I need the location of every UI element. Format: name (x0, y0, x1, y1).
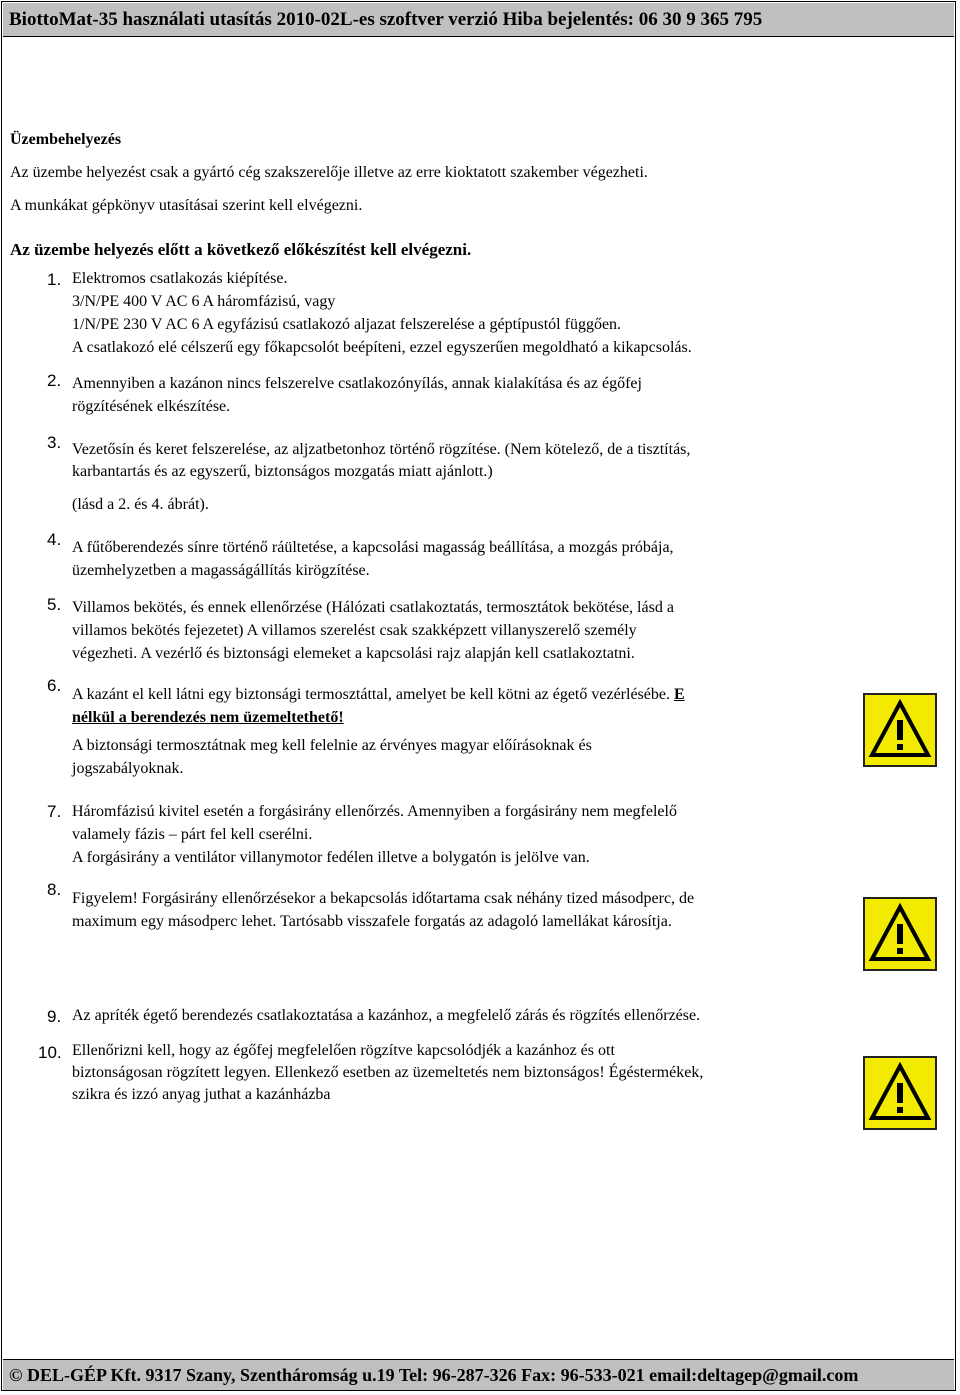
item-number: 1. (47, 270, 62, 289)
item-5-line-1: Villamos bekötés, és ennek ellenőrzése (Hálózati csatlakoztatás, termosztátok bekötése, lásd a (72, 599, 674, 616)
item-10-line-2: biztonságosan rögzített legyen. Ellenkező esetben az üzemeltetés nem biztonságos! Égéstermékek, (72, 1064, 704, 1081)
item-6-line-1-text: A kazánt el kell látni egy biztonsági termosztáttal, amelyet be kell kötni az égető vezérlésébe. (72, 686, 670, 703)
item-6-line-2: nélkül a berendezés nem üzemeltethető! (72, 709, 344, 726)
item-number: 8. (47, 880, 62, 899)
item-2-line-2: rögzítésének elkészítése. (72, 398, 231, 415)
item-10-line-1: Ellenőrizni kell, hogy az égőfej megfelelően rögzítve kapcsolódjék a kazánhoz és ott (72, 1042, 615, 1059)
item-number: 7. (47, 802, 62, 821)
item-3-line-3: (lásd a 2. és 4. ábrát). (72, 496, 209, 513)
item-1-line-3: 1/N/PE 230 V AC 6 A egyfázisú csatlakozó aljazat felszerelése a géptípustól függően. (72, 316, 622, 333)
item-number: 10. (38, 1043, 62, 1062)
prep-heading: Az üzembe helyezés előtt a következő előkészítést kell elvégezni. (10, 240, 472, 259)
warning-icon (863, 693, 937, 767)
item-9-line-1: Az apríték égető berendezés csatlakoztatása a kazánhoz, a megfelelő zárás és rögzítés ellenőrzése. (72, 1007, 701, 1024)
item-1-line-1: Elektromos csatlakozás kiépítése. (72, 270, 288, 287)
page-footer: © DEL-GÉP Kft. 9317 Szany, Szentháromság u.19 Tel: 96-287-326 Fax: 96-533-021 email:deltagep@gmail.com (3, 1359, 954, 1390)
item-number: 3. (47, 433, 62, 452)
item-7-line-1: Háromfázisú kivitel esetén a forgásirány ellenőrzés. Amennyiben a forgásirány nem megfelelő (72, 803, 677, 820)
item-number: 6. (47, 676, 62, 695)
item-7-line-3: A forgásirány a ventilátor villanymotor fedélen illetve a bolygatón is jelölve van. (72, 849, 590, 866)
item-6-line-4: jogszabályoknak. (72, 760, 184, 777)
intro-line-1: Az üzembe helyezést csak a gyártó cég szakszerelője illetve az erre kioktatott szakember végezheti. (10, 164, 648, 181)
item-number: 9. (47, 1007, 62, 1026)
item-5-line-3: végezheti. A vezérlő és biztonsági elemeket a kapcsolási rajz alapján kell csatlakoztatni. (72, 645, 635, 662)
item-6-line-1 (72, 685, 685, 705)
item-4-line-1: A fűtőberendezés sínre történő ráültetése, a kapcsolási magasság beállítása, a mozgás próbája, (72, 539, 674, 556)
item-8-line-2: maximum egy másodperc lehet. Tartósabb visszafele forgatás az adagoló lamellákat károsítja. (72, 913, 672, 930)
warning-icon (863, 897, 937, 971)
section-title: Üzembehelyezés (10, 131, 122, 148)
page-header: BiottoMat-35 használati utasítás 2010-02L-es szoftver verzió Hiba bejelentés: 06 30 9 365 795 (3, 3, 954, 37)
item-1-line-2: 3/N/PE 400 V AC 6 A háromfázisú, vagy (72, 293, 336, 310)
item-10-line-3: szikra és izzó anyag juthat a kazánházba (72, 1086, 331, 1103)
item-number: 4. (47, 530, 62, 549)
intro-line-2: A munkákat gépkönyv utasításai szerint kell elvégezni. (10, 197, 363, 214)
item-7-line-2: valamely fázis – párt fel kell cserélni. (72, 826, 313, 843)
item-5-line-2: villamos bekötés fejezetet) A villamos szerelést csak szakképzett villanyszerelő személy (72, 622, 637, 639)
warning-icon (863, 1056, 937, 1130)
item-3-line-2: karbantartás és az egyszerű, biztonságos mozgatás miatt ajánlott.) (72, 463, 493, 480)
item-2-line-1: Amennyiben a kazánon nincs felszerelve csatlakozónyílás, annak kialakítása és az égőfej (72, 375, 642, 392)
item-number: 5. (47, 595, 62, 614)
item-8-line-1: Figyelem! Forgásirány ellenőrzésekor a bekapcsolás időtartama csak néhány tized másodperc, de (72, 890, 695, 907)
item-number: 2. (47, 371, 62, 390)
item-3-line-1: Vezetősín és keret felszerelése, az aljzatbetonhoz történő rögzítése. (Nem kötelező, de a tisztítás, (72, 441, 691, 458)
item-1-line-4: A csatlakozó elé célszerű egy főkapcsolót beépíteni, ezzel egyszerűen megoldható a kikapcsolás. (72, 339, 692, 356)
item-6-line-3: A biztonsági termosztátnak meg kell felelnie az érvényes magyar előírásoknak és (72, 737, 592, 754)
item-6-emphasis-start: E (673, 686, 685, 703)
item-4-line-2: üzemhelyzetben a magasságállítás kirögzítése. (72, 562, 370, 579)
